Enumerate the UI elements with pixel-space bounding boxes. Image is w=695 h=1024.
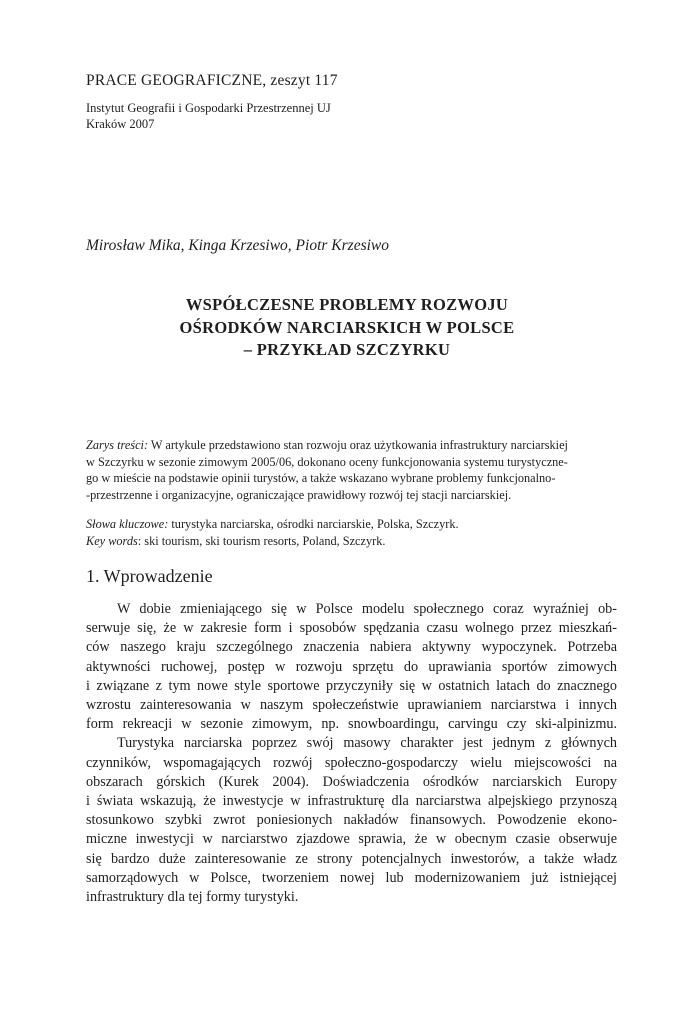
body-line: Turystyka narciarska poprzez swój masowy charakter jest jednym z głównych <box>117 735 617 752</box>
title-line: WSPÓŁCZESNE PROBLEMY ROZWOJU <box>185 295 509 314</box>
institute-name: Instytut Geografii i Gospodarki Przestrzennej UJ <box>86 101 331 115</box>
keywords-en <box>86 533 616 550</box>
journal-title: PRACE GEOGRAFICZNE, zeszyt 117 <box>86 72 338 89</box>
title-line: OŚRODKÓW NARCIARSKICH W POLSCE <box>179 317 515 337</box>
abstract-line: go w mieście na podstawie opinii turystów, a także wskazano wybrane problemy funkcjonalno- <box>86 471 556 486</box>
body-line: się bardzo duże zainteresowanie ze strony potencjalnych inwestorów, a także władz <box>86 850 617 867</box>
body-line: obszarach górskich (Kurek 2004). Doświadczenia ośrodków narciarskich Europy <box>86 773 617 790</box>
keywords-pl-text: turystyka narciarska, ośrodki narciarskie, Polska, Szczyrk. <box>168 517 459 531</box>
keywords-en-label: Key words <box>86 533 138 548</box>
body-line: W dobie zmieniającego się w Polsce modelu społecznego coraz wyraźniej ob- <box>117 601 617 617</box>
body-line: form rekreacji w sezonie zimowym, np. snowboardingu, carvingu czy ski-alpinizmu. <box>86 716 617 733</box>
section-heading: 1. Wprowadzenie <box>86 566 213 586</box>
article-title <box>86 294 608 362</box>
body-line: serwuje się, że w zakresie form i sposobów spędzania czasu wolnego przez mieszkań- <box>86 620 617 637</box>
body-line: wzrostu zainteresowania w naszym społeczeństwie uprawianiem narciarstwa i innych <box>86 697 617 714</box>
keywords-pl <box>86 516 616 533</box>
title-line: – PRZYKŁAD SZCZYRKU <box>243 340 451 359</box>
abstract-text: W artykule przedstawiono stan rozwoju oraz użytkowania infrastruktury narciarskiej <box>148 438 568 452</box>
institute-block <box>86 100 331 132</box>
body-line: miczne inwestycji w narciarstwo zjazdowe sprawia, że w obecnym czasie obserwuje <box>86 831 617 848</box>
section-body <box>86 600 617 907</box>
body-line: aktywności ruchowej, postęp w rozwoju sprzętu do uprawiania sportów zimowych <box>86 658 617 675</box>
authors: Mirosław Mika, Kinga Krzesiwo, Piotr Krzesiwo <box>86 237 389 254</box>
body-line: infrastruktury dla tej formy turystyki. <box>86 889 299 906</box>
body-line: czynników, wspomagających rozwój społeczno-gospodarczy wielu miejscowości na <box>86 754 617 771</box>
abstract <box>86 437 616 503</box>
body-line: stosunkowo szybki zwrot poniesionych nakładów finansowych. Powodzenie ekono- <box>86 812 617 829</box>
body-line: samorządowych w Polsce, tworzeniem nowej lub modernizowaniem już istniejącej <box>86 869 617 886</box>
abstract-line <box>86 437 616 454</box>
abstract-line: w Szczyrku w sezonie zimowym 2005/06, dokonano oceny funkcjonowania systemu turystyczne- <box>86 454 568 469</box>
keywords <box>86 516 616 549</box>
body-line: ców naszego kraju szczególnego znaczenia nabiera aktywny wypoczynek. Potrzeba <box>86 639 617 656</box>
body-line: i świata wskazują, że inwestycje w infrastrukturę dla narciarstwa alpejskiego przynoszą <box>86 793 617 810</box>
keywords-pl-label: Słowa kluczowe: <box>86 517 169 531</box>
abstract-line: -przestrzenne i organizacyjne, ograniczające prawidłowy rozwój tej stacji narciarskiej. <box>86 487 512 502</box>
keywords-en-text: : ski tourism, ski tourism resorts, Poland, Szczyrk. <box>137 533 386 548</box>
place-year: Kraków 2007 <box>86 117 155 131</box>
body-line: i związane z tym nowe style sportowe przyczyniły się w ostatnich latach do znacznego <box>86 677 617 694</box>
abstract-label: Zarys treści: <box>86 438 149 452</box>
